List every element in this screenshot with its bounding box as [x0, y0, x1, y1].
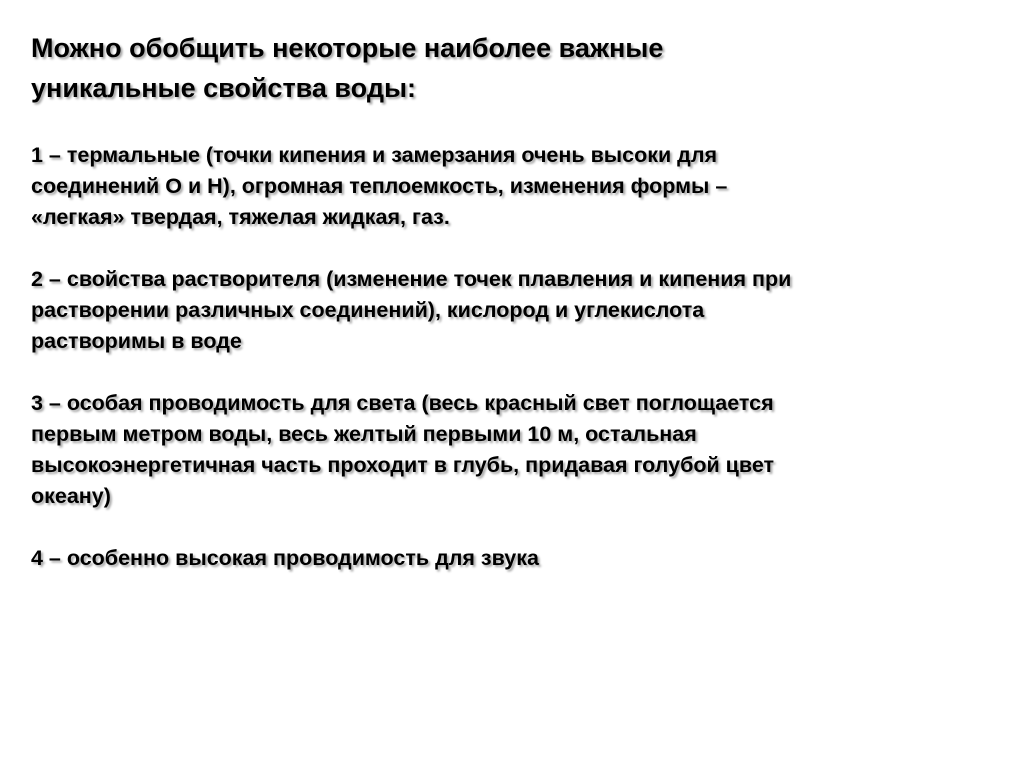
property-item-sound: [31, 543, 984, 574]
slide-title: [31, 28, 984, 108]
item-line: «легкая» твердая, тяжелая жидкая, газ.: [31, 205, 450, 229]
property-item-light: [31, 388, 984, 512]
title-line: уникальные свойства воды:: [31, 73, 417, 103]
item-line: первым метром воды, весь желтый первыми 10 м, остальная: [31, 422, 697, 446]
title-line: Можно обобщить некоторые наиболее важные: [31, 33, 664, 63]
property-item-solvent: [31, 264, 984, 357]
item-line: 1 – термальные (точки кипения и замерзания очень высоки для: [31, 143, 718, 167]
item-line: соединений О и Н), огромная теплоемкость, изменения формы –: [31, 174, 728, 198]
item-line: высокоэнергетичная часть проходит в глубь, придавая голубой цвет: [31, 453, 775, 477]
property-list: [31, 140, 984, 574]
item-line: растворимы в воде: [31, 329, 242, 353]
property-item-thermal: [31, 140, 984, 233]
item-line: растворении различных соединений), кислород и углекислота: [31, 298, 705, 322]
item-line: 3 – особая проводимость для света (весь красный свет поглощается: [31, 391, 774, 415]
item-line: 4 – особенно высокая проводимость для звука: [31, 546, 539, 570]
item-line: 2 – свойства растворителя (изменение точек плавления и кипения при: [31, 267, 792, 291]
item-line: океану): [31, 484, 111, 508]
